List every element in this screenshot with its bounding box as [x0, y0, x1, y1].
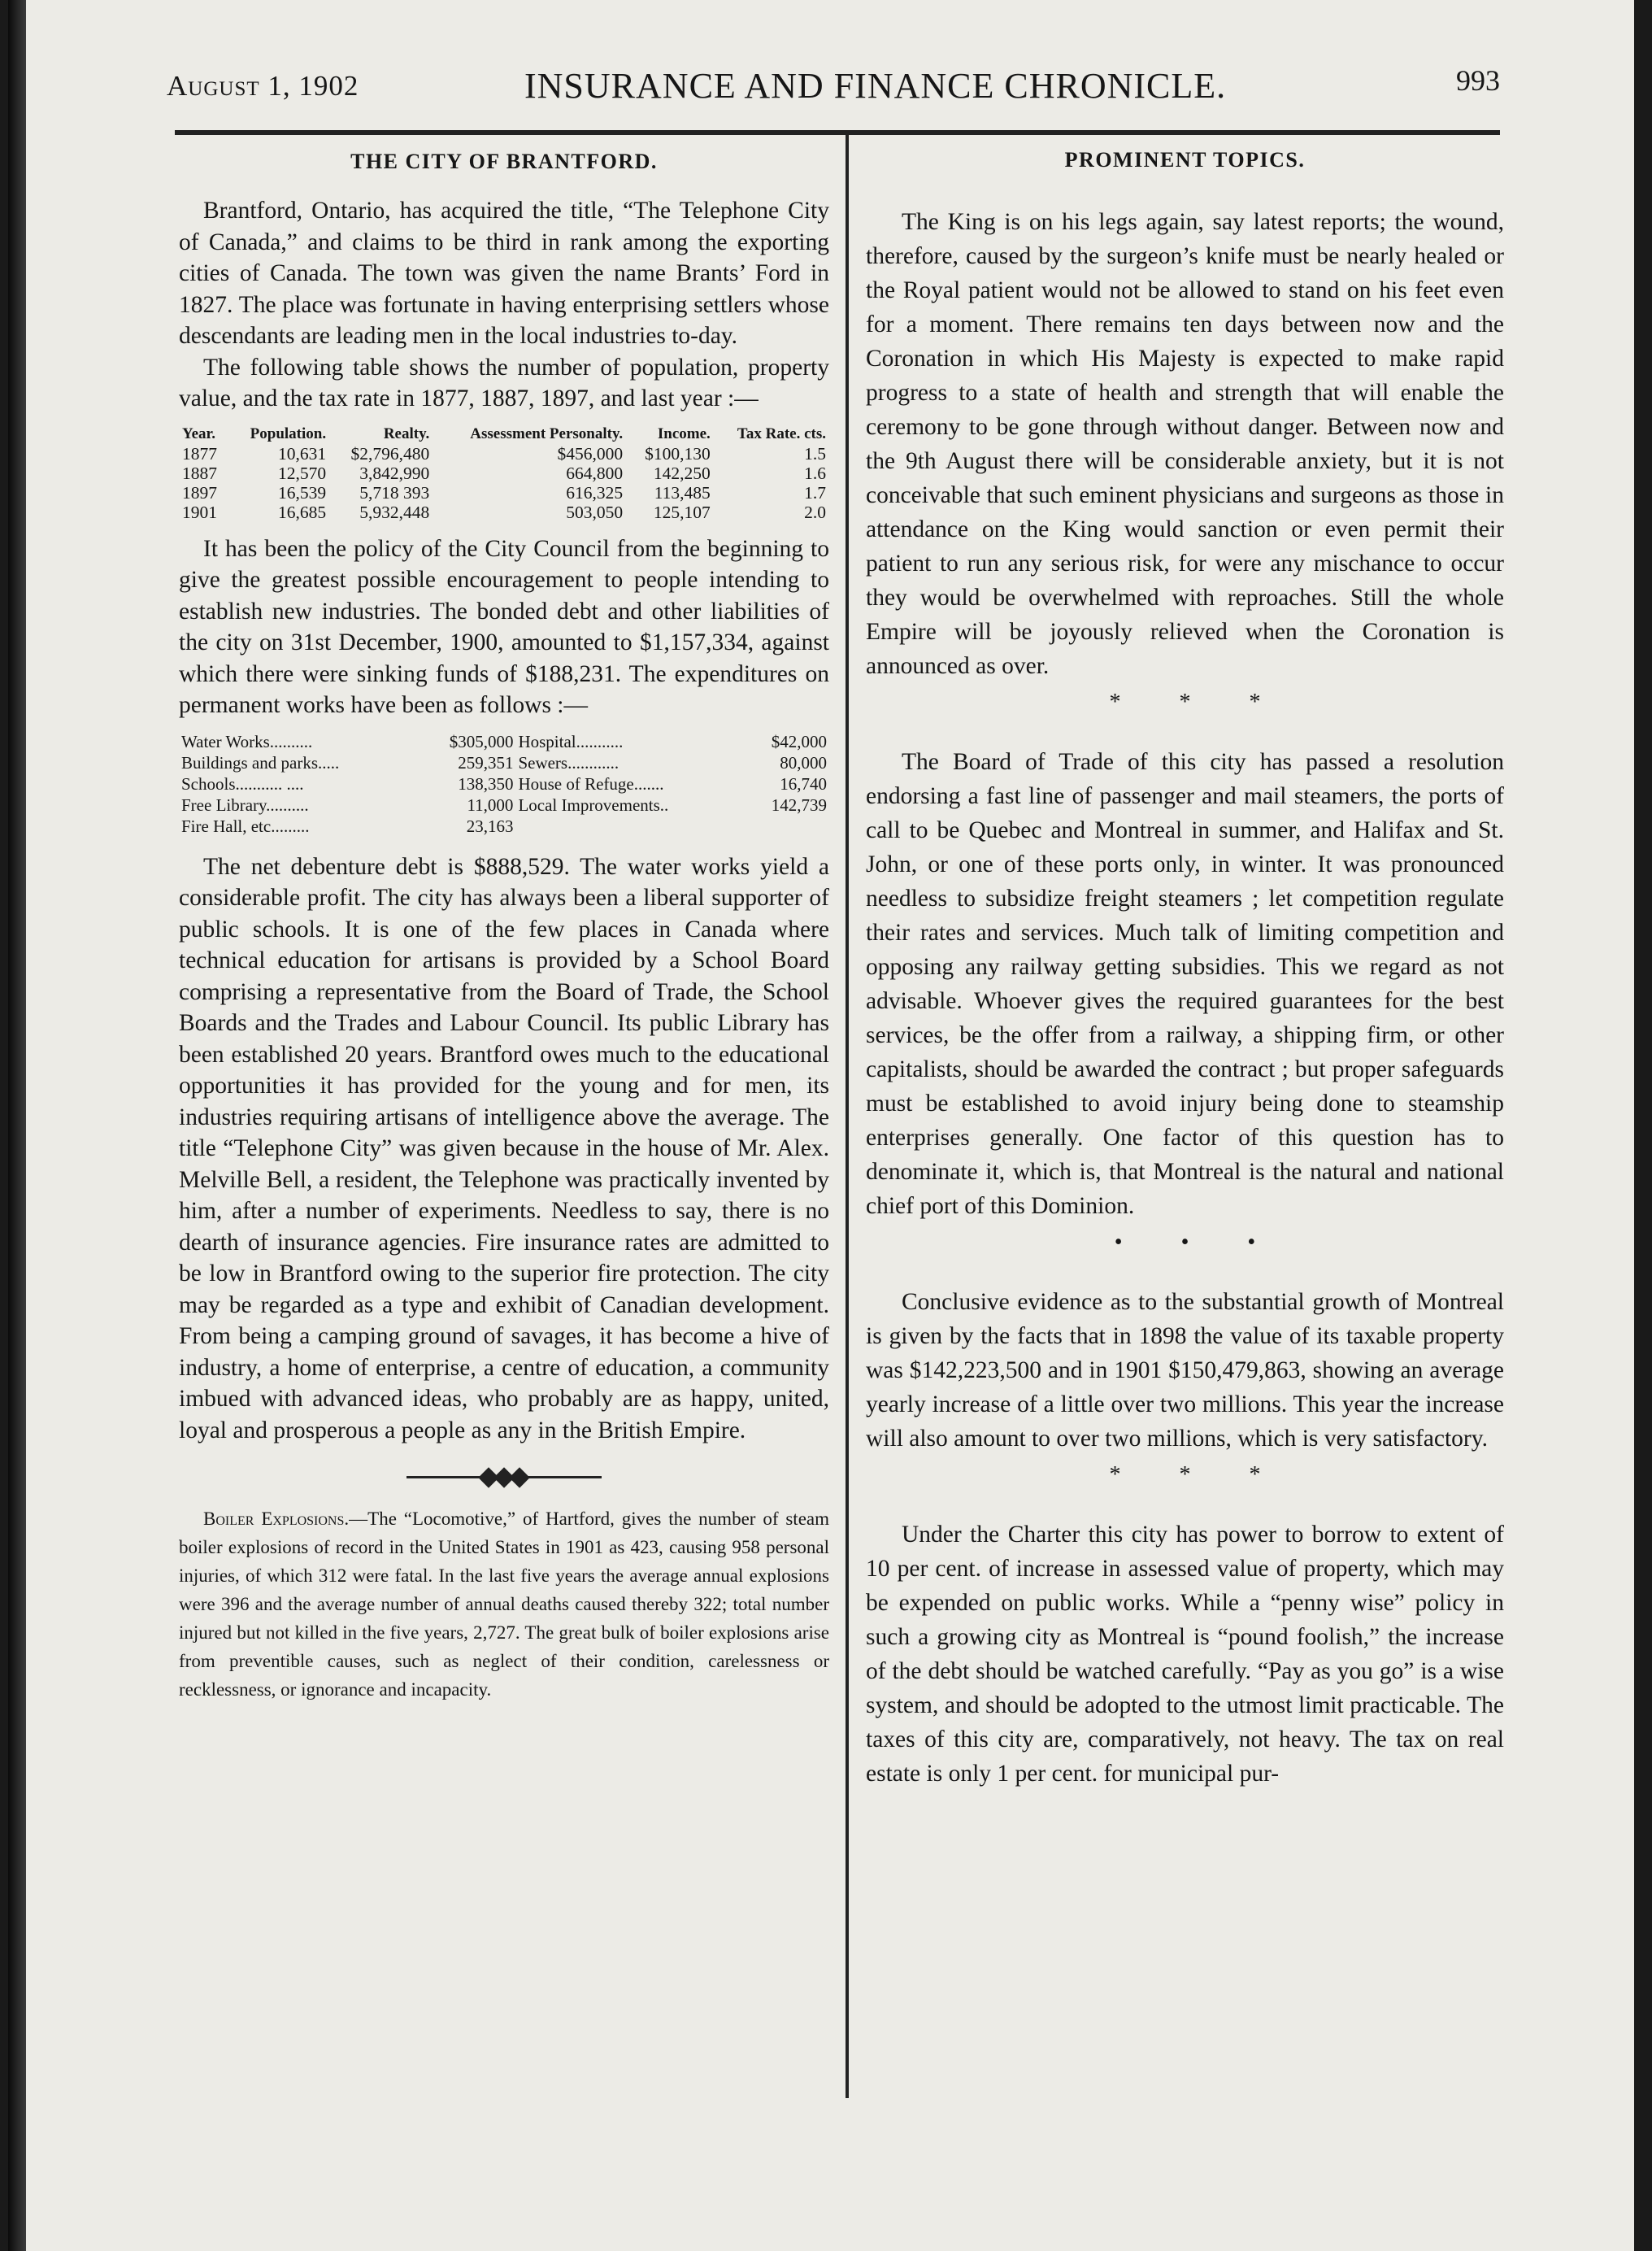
separator-mark: • — [1247, 1230, 1256, 1255]
table-cell: $305,000 — [449, 731, 514, 751]
expenditures-table — [179, 731, 829, 837]
table-row — [179, 444, 829, 464]
paragraph: The King is on his legs again, say latest reports; the wound, therefore, caused by the surgeon’s knife must be nearly healed or the Royal patient would not be allowed to stand on his feet even for a moment. There remains ten days between now and the Coronation in which His Majesty is expected to make rapid progress to a state of health and strength that will enable the ceremony to be gone through without danger. Between now and the 9th August there will be considerable anxiety, but it is not conceivable that such eminent physicians and surgeons as those in attendance on the King would sanction or even permit their patient to run any serious risk, for were any mischance to occur they would be overwhelmed with reproaches. Still the whole Empire will be joyously relieved when the Coronation is announced as over. — [866, 209, 1504, 679]
boiler-explosions-note — [179, 1504, 829, 1704]
separator-mark: * — [1109, 690, 1121, 715]
table-cell: 16,740 — [780, 773, 827, 794]
table-row — [179, 483, 829, 503]
book-spine-shadow — [8, 0, 26, 2251]
table-cell: Water Works.......... — [181, 731, 313, 751]
table-row — [179, 464, 829, 483]
table-cell: 80,000 — [780, 752, 827, 773]
magazine-page — [8, 0, 1634, 2251]
table-cell: $2,796,480 — [350, 443, 430, 464]
right-column — [866, 145, 1504, 1791]
separator-mark: * — [1249, 1462, 1261, 1487]
table-cell: 3,842,990 — [359, 463, 430, 483]
paragraph: The following table shows the number of population, property value, and the tax rate in 1877, 1887, 1897, and last year :— — [179, 354, 829, 411]
page-number: 993 — [1456, 64, 1500, 97]
paragraph: Brantford, Ontario, has acquired the title, “The Telephone City of Canada,” and claims to be third in rank among the exporting cities of Canada. The town was given the name Brants’ Ford in 1827. The place was fortunate in having enterprising settlers whose descendants are leading men in the local industries to-day. — [179, 198, 829, 349]
table-cell: 23,163 — [466, 816, 514, 836]
paragraph: The Board of Trade of this city has passed a resolution endorsing a fast line of passenger and mail steamers, the ports of call to be Quebec and Montreal in summer, and Halifax and St. John, or one of these ports only, in winter. It was pronounced needless to subsidize freight steamers ; let competition regulate their rates and services. Much talk of limiting competition and opposing any railway getting subsidies. This we regard as not advisable. Whoever gives the required guarantees for the best services, be the offer from a railway, a shipping firm, or other capitalists, should be awarded the contract ; but proper safeguards must be established to avoid injury being done to steamship enterprises generally. One factor of this question has to denominate it, which is, that Montreal is the natural and national chief port of this Dominion. — [866, 749, 1504, 1219]
table-cell: 113,485 — [654, 482, 711, 503]
table-cell: $456,000 — [557, 443, 624, 464]
left-column — [179, 145, 829, 1704]
paragraph — [179, 1504, 829, 1704]
table-row — [179, 503, 829, 522]
table-cell: 259,351 — [458, 752, 514, 773]
column-header: Year. — [182, 425, 215, 442]
table-row — [179, 795, 829, 816]
table-cell: 2.0 — [804, 502, 826, 522]
table-cell: 142,739 — [771, 795, 827, 815]
table-cell: House of Refuge....... — [518, 773, 664, 794]
column-header: Assessment Personalty. — [470, 425, 624, 442]
table-row — [179, 731, 829, 752]
table-cell: 1887 — [182, 463, 217, 483]
table-cell: 16,685 — [277, 502, 327, 522]
column-header: Income. — [657, 425, 711, 442]
note-lead: Boiler Explosions. — [203, 1509, 350, 1529]
table-cell: 1897 — [182, 482, 217, 503]
header-rule — [175, 130, 1500, 135]
paragraph: The net debenture debt is $888,529. The water works yield a considerable profit. The city has always been a liberal supporter of public schools. It is one of the few places in Canada where technical education for artisans is provided by a School Board comprising a representative from the Board of Trade, the School Boards and the Trades and Labour Council. Its public Library has been established 20 years. Brantford owes much to the educational opportunities it has provided for the young and for men, its industries requiring artisans of intelligence above the average. The title “Telephone City” was given because in the house of Mr. Alex. Melville Bell, a resident, the Telephone was practically invented by him, after a number of experiments. Needless to say, there is no dearth of insurance agencies. Fire insurance rates are admitted to be low in Brantford owing to the superior fire protection. The city may be regarded as a type and exhibit of Canadian development. From being a camping ground of savages, it has become a hive of industry, a home of enterprise, a centre of education, a community imbued with advanced ideas, who probably are as happy, united, loyal and prosperous a people as any in the British Empire. — [179, 853, 829, 1443]
table-cell: 1.5 — [804, 443, 826, 464]
table-cell: Sewers............ — [518, 752, 620, 773]
separator-mark: • — [1180, 1230, 1189, 1255]
section-ornament — [406, 1470, 602, 1483]
table-cell — [741, 816, 829, 837]
paragraph: It has been the policy of the City Council from the beginning to give the greatest possible encouragement to people intending to establish new industries. The bonded debt and other liabilities of the city on 31st December, 1900, amounted to $1,157,334, against which there were sinking funds of $188,231. The expenditures on permanent works have been as follows :— — [179, 535, 829, 718]
table-cell: 10,631 — [277, 443, 327, 464]
table-cell: 16,539 — [277, 482, 327, 503]
issue-date: August 1, 1902 — [167, 70, 359, 102]
table-cell: 5,932,448 — [359, 502, 430, 522]
table-cell: $100,130 — [645, 443, 711, 464]
table-row — [179, 816, 829, 837]
table-cell: 503,050 — [566, 502, 624, 522]
paragraph: Under the Charter this city has power to borrow to extent of 10 per cent. of increase in assessed value of property, which may be expended on public works. While a “penny wise” policy in such a growing city as Montreal is “pound foolish,” the increase of the debt should be watched carefully. “Pay as you go” is a wise system, and should be adopted to the utmost limit practicable. The taxes of this city are, comparatively, not heavy. The tax on real estate is only 1 per cent. for municipal pur- — [866, 1522, 1504, 1787]
section-separator — [866, 1230, 1504, 1256]
table-cell: 125,107 — [653, 502, 711, 522]
separator-mark: * — [1249, 690, 1261, 715]
table-cell: Fire Hall, etc......... — [181, 816, 310, 836]
paragraph: Conclusive evidence as to the substantial growth of Montreal is given by the facts that in 1898 the value of its taxable property was $142,223,500 and in 1901 $150,479,863, showing an average yearly increase of a little over two millions. This year the increase will also amount to over two millions, which is very satisfactory. — [866, 1289, 1504, 1452]
table-cell: 1877 — [182, 443, 217, 464]
table-cell: 1.6 — [804, 463, 826, 483]
table-cell: 1.7 — [804, 482, 826, 503]
section-separator — [866, 1462, 1504, 1488]
table-cell: Buildings and parks..... — [181, 752, 340, 773]
column-header: Realty. — [383, 425, 430, 442]
table-cell: 664,800 — [566, 463, 624, 483]
table-cell: Hospital........... — [518, 731, 624, 751]
running-header — [167, 63, 1500, 112]
table-cell: 5,718 393 — [359, 482, 430, 503]
column-header: Tax Rate. cts. — [737, 425, 826, 442]
table-cell: 12,570 — [277, 463, 327, 483]
separator-mark: * — [1109, 1462, 1121, 1487]
table-cell: Free Library.......... — [181, 795, 309, 815]
publication-title: INSURANCE AND FINANCE CHRONICLE. — [524, 66, 1227, 106]
ornament-diamond — [509, 1467, 529, 1487]
table-cell: 11,000 — [467, 795, 514, 815]
table-cell — [515, 816, 741, 837]
table-cell: Schools........... .... — [181, 773, 304, 794]
separator-mark: • — [1114, 1230, 1123, 1255]
table-cell: 138,350 — [458, 773, 514, 794]
column-divider — [846, 130, 849, 2098]
separator-mark: * — [1179, 1462, 1191, 1487]
note-text: —The “Locomotive,” of Hartford, gives the number of steam boiler explosions of record in the United States in 1901 as 423, causing 958 personal injuries, of which 312 were fatal. In the last five years the average annual explosions were 396 and the average number of annual deaths caused thereby 322; total number injured but not killed in the five years, 2,727. The great bulk of boiler explosions arise from preventible causes, such as neglect of their condition, carelessness or recklessness, or ignorance and incapacity. — [179, 1509, 829, 1700]
table-cell: 616,325 — [566, 482, 624, 503]
separator-mark: * — [1179, 690, 1191, 715]
section-separator — [866, 690, 1504, 716]
table-row — [179, 752, 829, 773]
table-cell: Local Improvements.. — [518, 795, 669, 815]
population-tax-table — [179, 425, 829, 522]
article-title-prominent-topics: PROMINENT TOPICS. — [1064, 148, 1306, 172]
article-title-brantford: THE CITY OF BRANTFORD. — [350, 150, 658, 173]
column-header: Population. — [250, 425, 327, 442]
table-header-row — [179, 425, 829, 444]
table-cell: $42,000 — [771, 731, 827, 751]
table-row — [179, 773, 829, 795]
table-cell: 1901 — [182, 502, 217, 522]
table-cell: 142,250 — [653, 463, 711, 483]
